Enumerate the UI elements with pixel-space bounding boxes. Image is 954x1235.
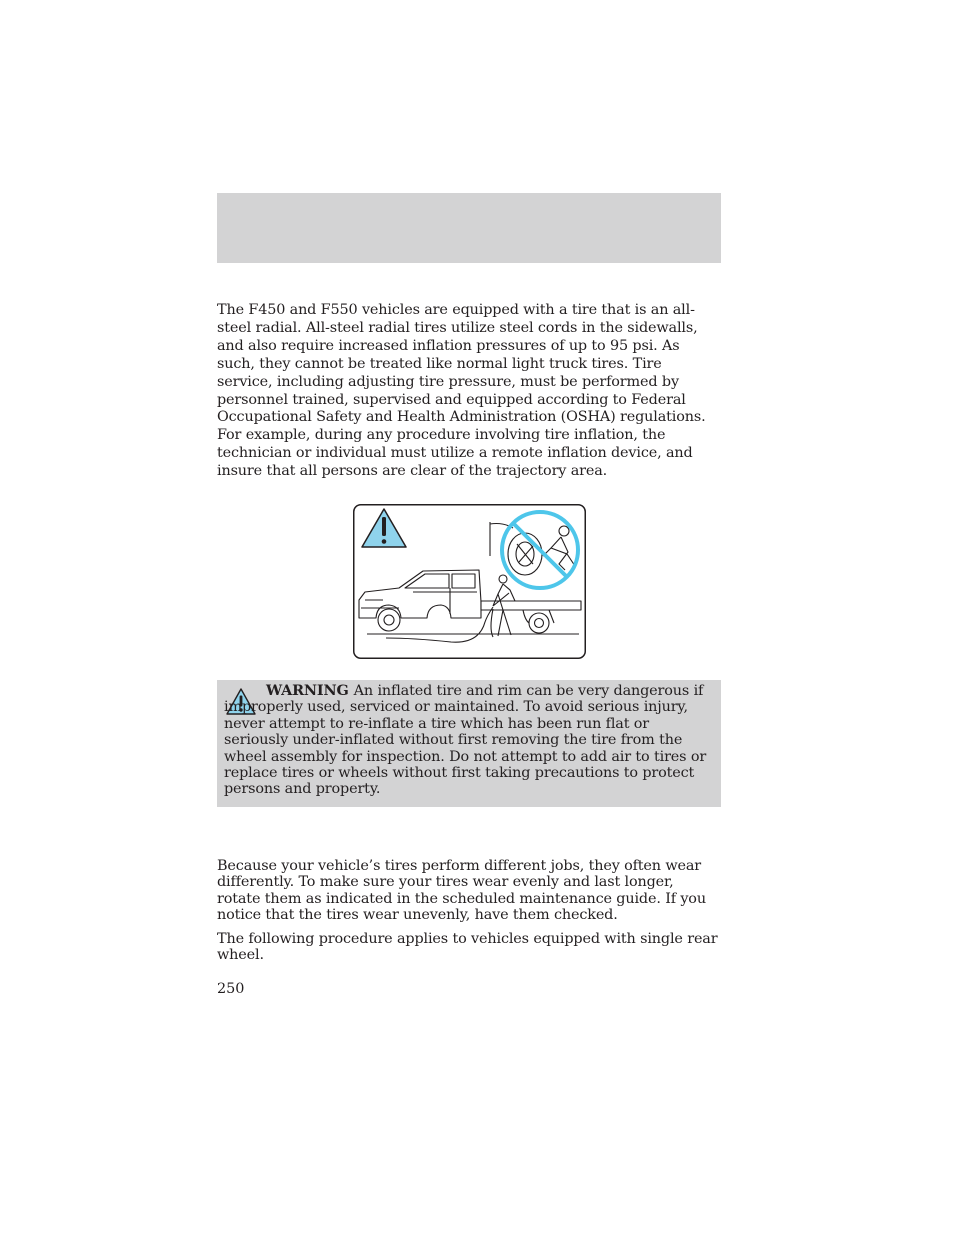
single-rear-wheel-paragraph: The following procedure applies to vehicles equipped with single rear wheel. [217,931,718,964]
page-number: 250 [217,981,245,997]
warning-box [217,680,721,807]
warning-label: WARNING [266,682,349,699]
tire-inflation-illustration [353,504,586,659]
intro-paragraph: The F450 and F550 vehicles are equipped with a tire that is an all-steel radial. All-steel radial tires utilize steel cords in the sidewalls, and also require increased inflation pressures of up to 95 psi. As such, they cannot be treated like normal light truck tires. Tire service, including adjusting tire pressure, must be performed by personnel trained, supervised and equipped according to Federal Occupational Safety and Health Administration (OSHA) regulations. For example, during any procedure involving tire inflation, the technician or individual must utilize a remote inflation device, and insure that all persons are clear of the trajectory area. [217,302,706,480]
warning-body: An inflated tire and rim can be very dangerous if improperly used, serviced or maintained. To avoid serious injury, never attempt to re-inflate a tire which has been run flat or seriously under-inflated without first removing the tire from the wheel assembly for inspection. Do not attempt to add air to tires or replace tires or wheels without first taking precautions to protect persons and property. [224,683,707,798]
warning-text-block [224,683,716,798]
section-header-band [217,193,721,263]
tire-rotation-paragraph: Because your vehicle’s tires perform different jobs, they often wear differently. To make sure your tires wear evenly and last longer, rotate them as indicated in the scheduled maintenance guide. If you notice that the tires wear unevenly, have them checked. [217,858,706,924]
